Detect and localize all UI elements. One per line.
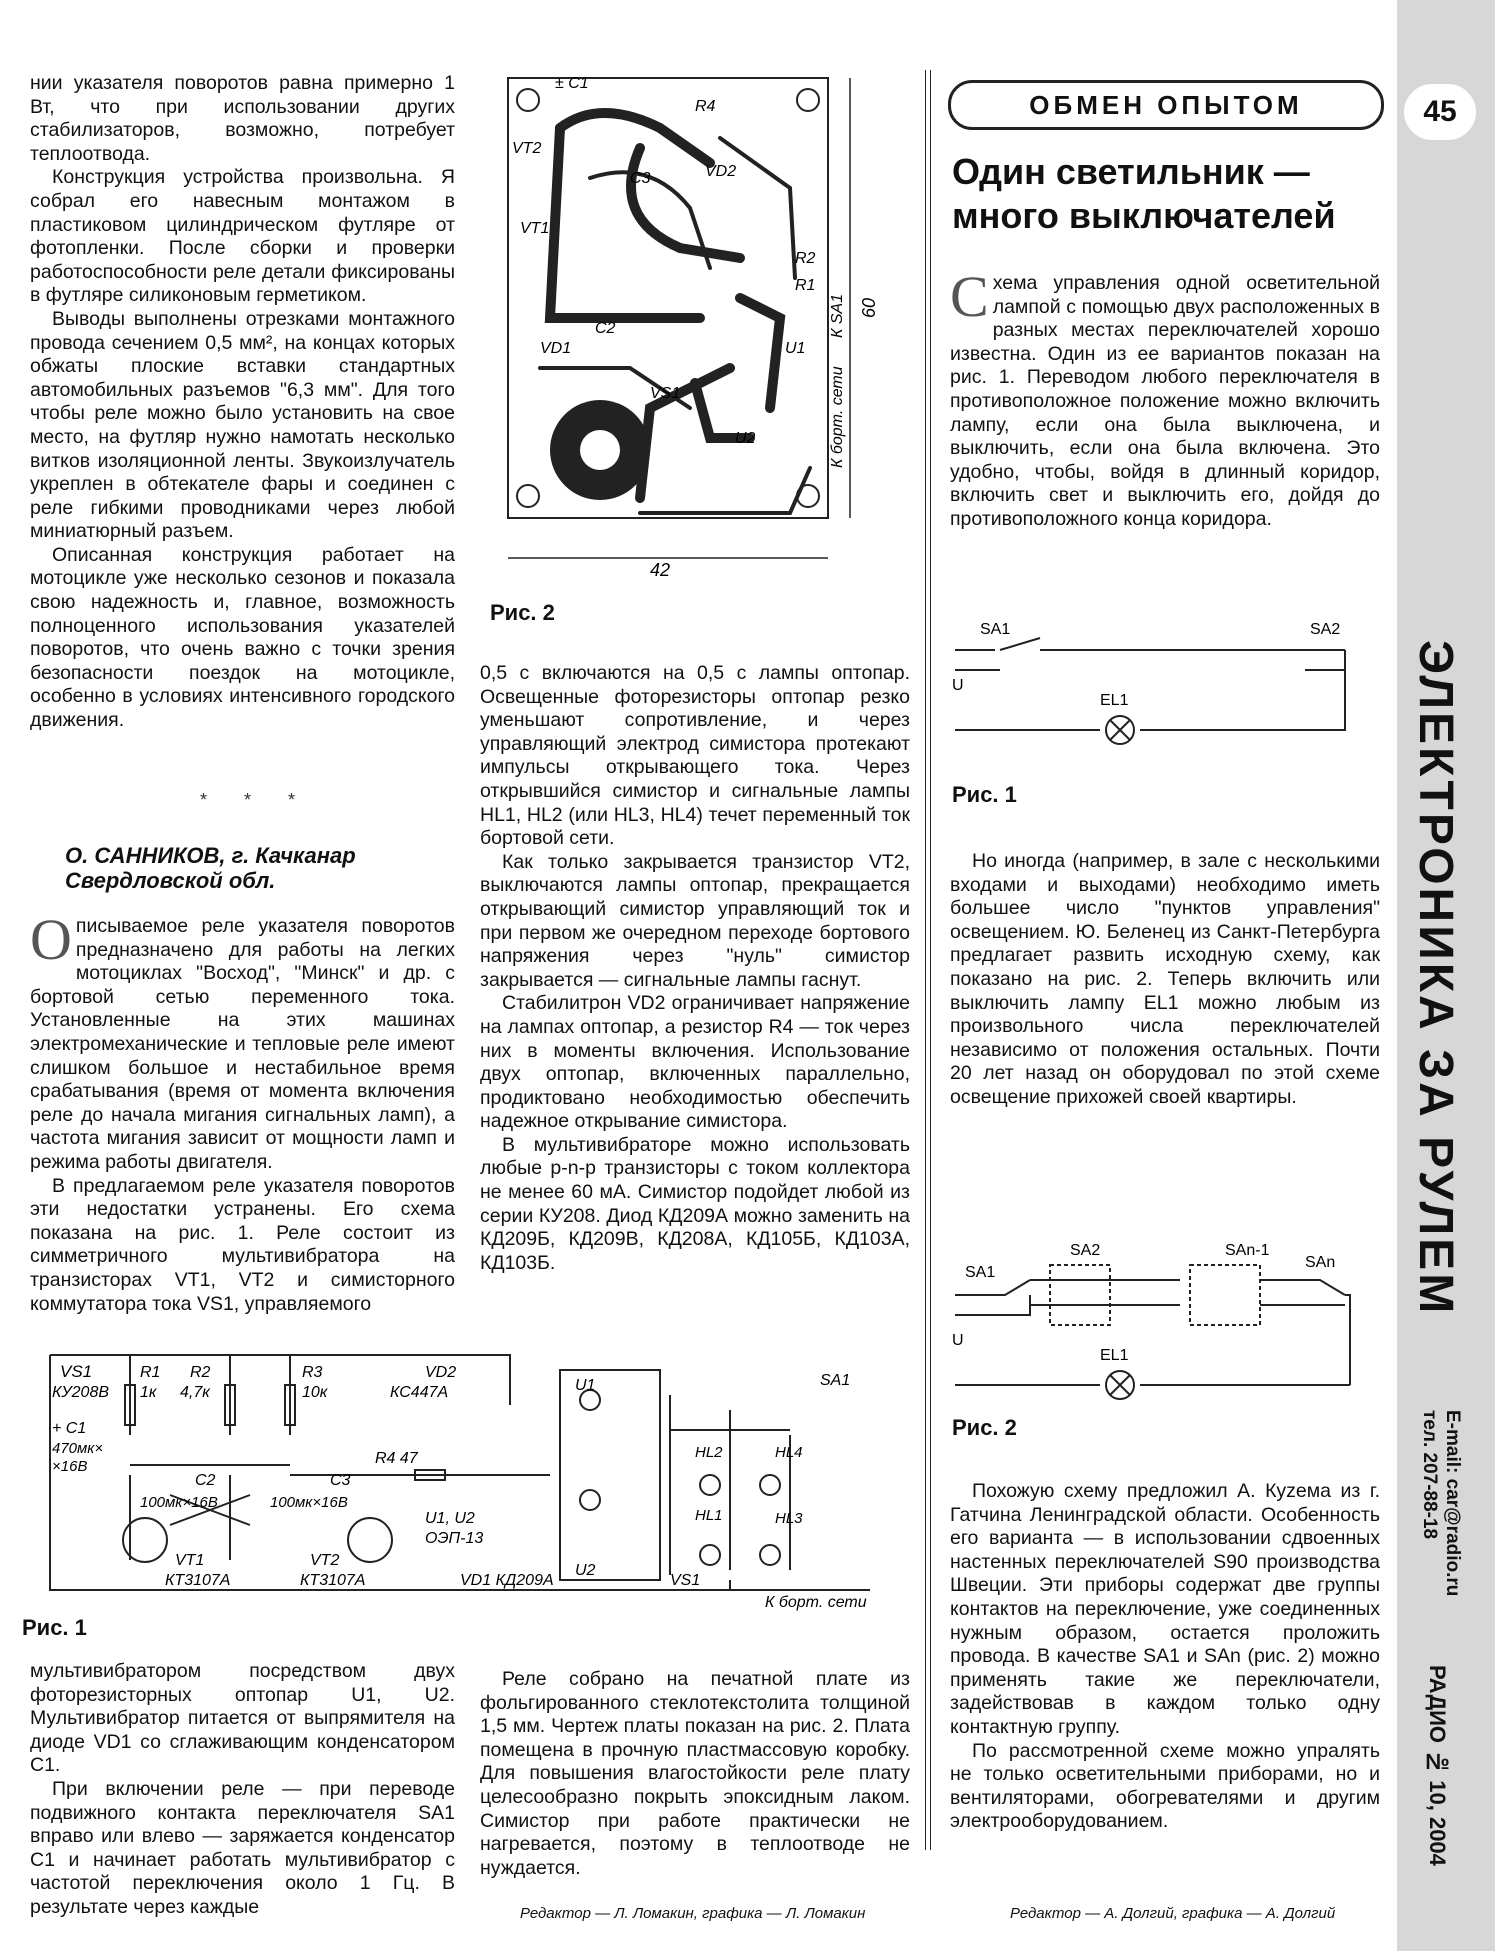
schematic-label: U1, U2 (425, 1510, 475, 1527)
schematic-label: 470мк× (52, 1440, 104, 1457)
schematic-label: HL1 (695, 1507, 723, 1524)
switch-diagram-1 (950, 610, 1380, 760)
schematic-label: SA1 (820, 1372, 851, 1389)
paragraph: При включении реле — при переводе подвижного контакта переключателя SA1 вправо или влево — заряжается конденсатор C1 и начинает работать мультивибратор с частотой переключения около 1 Гц. В результате через каждые (30, 1777, 455, 1918)
paragraph: Описанная конструкция работает на мотоцикле уже несколько сезонов и показала свою надежность и, главное, возможность полноценного использования указателей поворотов, что очень важно с точки зрения безопасности поездок на мотоцикле, особенно в условиях интенсивного городского движения. (30, 543, 455, 732)
footer-credits: Редактор — А. Долгий, графика — А. Долгий (1010, 1905, 1336, 1922)
paragraph: нии указателя поворотов равна примерно 1 Вт, что при использовании других стабилизаторов, возможно, потребует теплоотвода. (30, 72, 455, 165)
col1-bottom (30, 1660, 455, 1920)
pcb-label: R1 (795, 277, 816, 294)
article-headline: Один светильник — много выключателей (952, 151, 1336, 236)
pcb-label: C3 (630, 170, 651, 187)
diagram-label: SA1 (965, 1264, 996, 1281)
issue-label: РАДИО № 10, 2004 (1425, 1665, 1450, 1866)
relay-schematic (30, 1345, 910, 1620)
paragraph: Стабилитрон VD2 ограничивает напряжение на лампах оптопар, а резистор R4 — ток через них в моменты включения. Использование двух оптопар, включенных параллельно, продиктовано необходимостью обеспечить надежное открывание симистора. (480, 992, 910, 1133)
schematic-label: VD1 КД209А (460, 1572, 554, 1589)
pcb-label: R4 (695, 98, 716, 115)
schematic-label: ОЭП-13 (425, 1530, 484, 1547)
schematic-label: VT1 (175, 1552, 205, 1569)
schematic-label: HL4 (775, 1444, 803, 1461)
rubric-badge: ОБМЕН ОПЫТОМ (948, 80, 1384, 130)
schematic-label: К борт. сети (765, 1594, 867, 1611)
pcb-label: R2 (795, 250, 816, 267)
pcb-label: VT2 (512, 140, 542, 157)
figure-caption: Рис. 1 (952, 782, 1017, 807)
paragraph: Конструкция устройства произвольна. Я собрал его навесным монтажом в пластиковом цилиндрическом футляре от фотопленки. После сборки и проверки работоспособности реле детали фиксированы в футляре силиконовым герметиком. (30, 166, 455, 307)
schematic-label: КТ3107А (165, 1572, 231, 1589)
pcb-label: К SA1 (829, 293, 846, 338)
col2-bottom (480, 1668, 910, 1880)
diagram-label: SA1 (980, 621, 1011, 638)
paragraph: Схема управления одной осветительной лампой с помощью двух расположенных в разных местах переключателей хорошо известна. Один из ее вариантов показан на рис. 1. Переводом любого переключателя в противоположное положение можно включить лампу, если она была выключена, и выключить, если она была включена. Это удобно, чтобы, войдя в длинный коридор, включить свет и выключить его, дойдя до противоположного конца коридора. (950, 264, 1380, 530)
schematic-label: R2 (190, 1364, 211, 1381)
diagram-label: U (952, 1332, 964, 1349)
column-divider (925, 70, 931, 1850)
figure-caption: Рис. 2 (490, 600, 555, 625)
diagram-label: U (952, 677, 964, 694)
col1-top (30, 72, 455, 733)
contact-email: E-mail: car@radio.ru тел. 207-88-18 (1419, 1410, 1463, 1597)
paragraph: В мультивибраторе можно использовать любые p-n-p транзисторы с током коллектора не менее 60 мА. Симистор подойдет любой из серии КУ208. Диод КД209А можно заменить на КД209Б, КД209В, КД208А, КД105Б, КД103А, КД103Б. (480, 1133, 910, 1274)
pcb-label: К борт. сети (829, 366, 846, 468)
schematic-label: КТ3107А (300, 1572, 366, 1589)
schematic-label: КС447А (390, 1384, 449, 1401)
schematic-label: 10к (302, 1384, 328, 1401)
drop-cap: С (950, 264, 989, 329)
col3-intro (950, 264, 1380, 532)
page-number: 45 (1404, 84, 1476, 140)
schematic-label: VD2 (425, 1364, 457, 1381)
schematic-label: R1 (140, 1364, 161, 1381)
paragraph: Как только закрывается транзистор VT2, выключаются лампы оптопар, прекращается открывающий симистор управляющий ток и при первом же очередном переходе бортового напряжения через "нуль" симистор закрывается — сигнальные лампы гаснут. (480, 850, 910, 991)
paragraph: Но иногда (например, в зале с несколькими входами и выходами) необходимо иметь большее число "пунктов управления" освещением. Ю. Беленец из Санкт-Петербурга предлагает развить исходную схему, как показано на рис. 2. Теперь включить или выключить лампу EL1 можно любым из произвольного числа переключателей независимо от положения остальных. Почти 20 лет назад он оборудовал по этой схеме освещение прихожей своей квартиры. (950, 850, 1380, 1108)
schematic-label: C2 (195, 1472, 216, 1489)
footer-credits: Редактор — Л. Ломакин, графика — Л. Ломакин (520, 1905, 866, 1922)
pcb-drawing (490, 68, 910, 588)
paragraph: мультивибратором посредством двух фоторезисторных оптопар U1, U2. Мультивибратор питается от выпрямителя на диоде VD1 со сглаживающим конденсатором C1. (30, 1660, 455, 1777)
schematic-label: VT2 (310, 1552, 340, 1569)
paragraph: Описываемое реле указателя поворотов предназначено для работы на легких мотоциклах "Восход", "Минск" и др. с бортовой сетью переменного тока. Установленные на этих машинах электромеханические и тепловые реле имеют слишком большое и нестабильное время срабатывания (время от момента включения реле до начала мигания сигнальных ламп), а частота мигания зависит от мощности ламп и режима работы двигателя. (30, 907, 455, 1173)
schematic-label: 100мк×16В (270, 1494, 348, 1511)
paragraph: 0,5 с включаются на 0,5 с лампы оптопар. Освещенные фоторезисторы оптопар резко уменьшают сопротивление, и через управляющий электрод симистора протекают импульсы открывающего тока. Через открывшийся симистор и сигнальные лампы HL1, HL2 (или HL3, HL4) течет переменный ток бортовой сети. (480, 662, 910, 850)
schematic-label: 100мк×16В (140, 1494, 218, 1511)
magazine-section-title: ЭЛЕКТРОНИКА ЗА РУЛЕМ (1409, 640, 1462, 1317)
schematic-label: R3 (302, 1364, 323, 1381)
schematic-label: C3 (330, 1472, 351, 1489)
schematic-label: VS1 (60, 1362, 93, 1381)
schematic-label: КУ208В (52, 1384, 110, 1401)
figure-caption: Рис. 2 (952, 1415, 1017, 1440)
pcb-label: U2 (735, 430, 756, 447)
pcb-label: VD2 (705, 163, 737, 180)
schematic-label: VS1 (670, 1572, 701, 1589)
paragraph: В предлагаемом реле указателя поворотов эти недостатки устранены. Его схема показана на рис. 1. Реле состоит из симметричного мультивибратора на транзисторах VT1, VT2 и симисторного коммутатора тока VS1, управляемого (30, 1174, 455, 1315)
pcb-label: U1 (785, 340, 806, 357)
paragraph: Выводы выполнены отрезками монтажного провода сечением 0,5 мм², на концах которых обжаты плоские вставки стандартных автомобильных разъемов "6,3 мм". Для того чтобы реле можно было установить на свое место, на футляр нужно намотать несколько витков изоляционной ленты. Звукоизлучатель укреплен в обтекателе фары и соединен с реле гибкими проводниками через любой миниатюрный разъем. (30, 307, 455, 543)
dimension-label: 60 (859, 297, 879, 318)
schematic-label: HL3 (775, 1510, 803, 1527)
pcb-label: VT1 (520, 220, 550, 237)
switch-diagram-2 (950, 1215, 1380, 1405)
schematic-label: ×16В (52, 1458, 88, 1475)
schematic-label: 1к (140, 1384, 157, 1401)
col1-mid (30, 907, 455, 1316)
diagram-label: SAn-1 (1225, 1242, 1270, 1259)
col2-mid (480, 662, 910, 1275)
diagram-label: SAn (1305, 1254, 1336, 1271)
dimension-label: 42 (650, 560, 671, 580)
pcb-label: VD1 (540, 340, 572, 357)
schematic-label: + C1 (52, 1420, 87, 1437)
diagram-label: SA2 (1070, 1242, 1101, 1259)
figure-caption: Рис. 1 (22, 1615, 87, 1640)
pcb-label: ± C1 (555, 75, 589, 92)
pcb-label: C2 (595, 320, 616, 337)
paragraph: Похожую схему предложил А. Куzeма из г. Гатчина Ленинградской области. Особенность его варианта — в использовании сдвоенных настенных переключателей S90 производства Швеции. Эти приборы содержат две группы контактов на переключение, уже соединенных нужным образом, остается проложить провода. В качестве SA1 и SAn (рис. 2) можно применять такие же переключатели, задействовав в каждом только одну контактную группу. (950, 1480, 1380, 1738)
paragraph: По рассмотренной схеме можно упралять не только осветительными приборами, но и вентиляторами, обогревателями и другим электрооборудованием. (950, 1739, 1380, 1833)
schematic-label: HL2 (695, 1444, 723, 1461)
schematic-label: 4,7к (180, 1384, 210, 1401)
author-line: О. САННИКОВ, г. Качканар Свердловской обл. (65, 843, 356, 893)
col3-mid (950, 850, 1380, 1110)
col3-bottom (950, 1480, 1380, 1834)
schematic-label: U2 (575, 1562, 596, 1579)
pcb-label: VS1 (650, 385, 681, 402)
diagram-label: SA2 (1310, 621, 1341, 638)
paragraph: Реле собрано на печатной плате из фольгированного стеклотекстолита толщиной 1,5 мм. Чертеж платы показан на рис. 2. Плата помещена в прочную пластмассовую коробку. Для повышения влагостойкости реле плату целесообразно покрыть эпоксидным лаком. Симистор при работе практически не нагревается, поэтому в теплоотводе не нуждается. (480, 1668, 910, 1879)
diagram-label: EL1 (1100, 1347, 1129, 1364)
section-separator: * * * (200, 790, 312, 810)
schematic-label: R4 47 (375, 1450, 418, 1467)
schematic-label: U1 (575, 1377, 596, 1394)
drop-cap: О (30, 907, 72, 972)
diagram-label: EL1 (1100, 692, 1129, 709)
